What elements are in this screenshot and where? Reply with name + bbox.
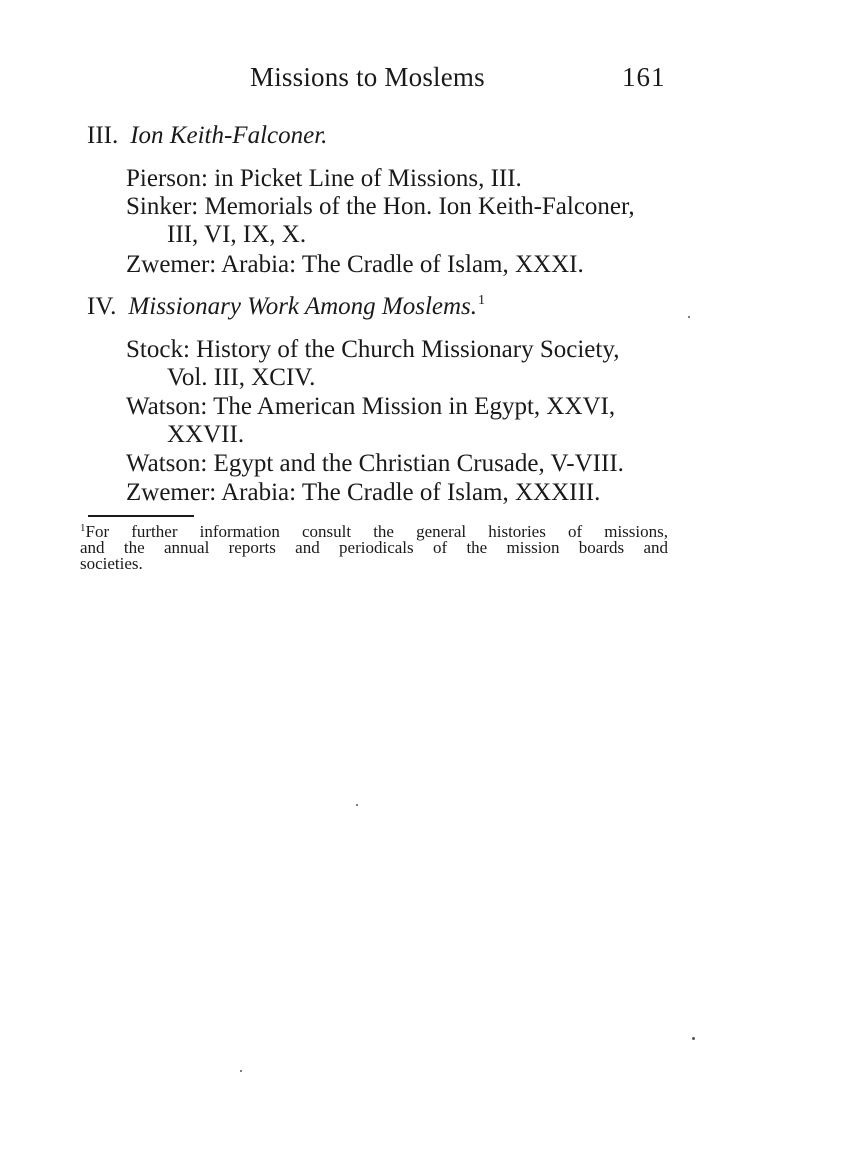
bibliography-entry: Watson: Egypt and the Christian Crusade, V-VIII.: [126, 450, 624, 477]
scan-speck: [692, 1037, 695, 1040]
bibliography-entry-continuation: III, VI, IX, X.: [167, 221, 307, 248]
footnote-text: For further information consult the general histories of missions,: [85, 522, 668, 541]
section-title-text: Missionary Work Among Moslems.: [128, 293, 478, 320]
bibliography-entry-continuation: Vol. III, XCIV.: [167, 364, 316, 391]
section-title: [128, 293, 485, 320]
running-head: [0, 62, 850, 96]
footnote-line: societies.: [80, 554, 143, 573]
section-title: Ion Keith-Falconer.: [130, 122, 328, 149]
bibliography-entry: Stock: History of the Church Missionary Society,: [126, 336, 620, 363]
section-numeral: IV.: [87, 293, 117, 320]
footnote-marker: 1: [80, 522, 86, 534]
bibliography-entry: Watson: The American Mission in Egypt, XXVI,: [126, 393, 616, 420]
footnote-line: and the annual reports and periodicals of the mission boards and: [80, 538, 668, 557]
running-head-title: Missions to Moslems: [250, 62, 485, 92]
section-numeral: III.: [87, 122, 119, 149]
bibliography-entry: Zwemer: Arabia: The Cradle of Islam, XXXIII.: [126, 479, 601, 506]
bibliography-entry: Zwemer: Arabia: The Cradle of Islam, XXXI.: [126, 251, 584, 278]
footnote-line: [80, 520, 668, 540]
bibliography-entry: Sinker: Memorials of the Hon. Ion Keith-Falconer,: [126, 193, 635, 220]
scan-speck: [356, 804, 358, 806]
footnote-divider: [88, 515, 194, 517]
scan-speck: [688, 316, 690, 318]
page-number: 161: [622, 62, 666, 92]
footnote: [80, 520, 668, 572]
bibliography-entry: Pierson: in Picket Line of Missions, III.: [126, 165, 522, 192]
footnote-reference: 1: [478, 293, 486, 308]
bibliography-entry-continuation: XXVII.: [167, 421, 245, 448]
section-heading: [87, 293, 485, 321]
scan-speck: [240, 1070, 242, 1072]
section-heading: [87, 122, 327, 150]
